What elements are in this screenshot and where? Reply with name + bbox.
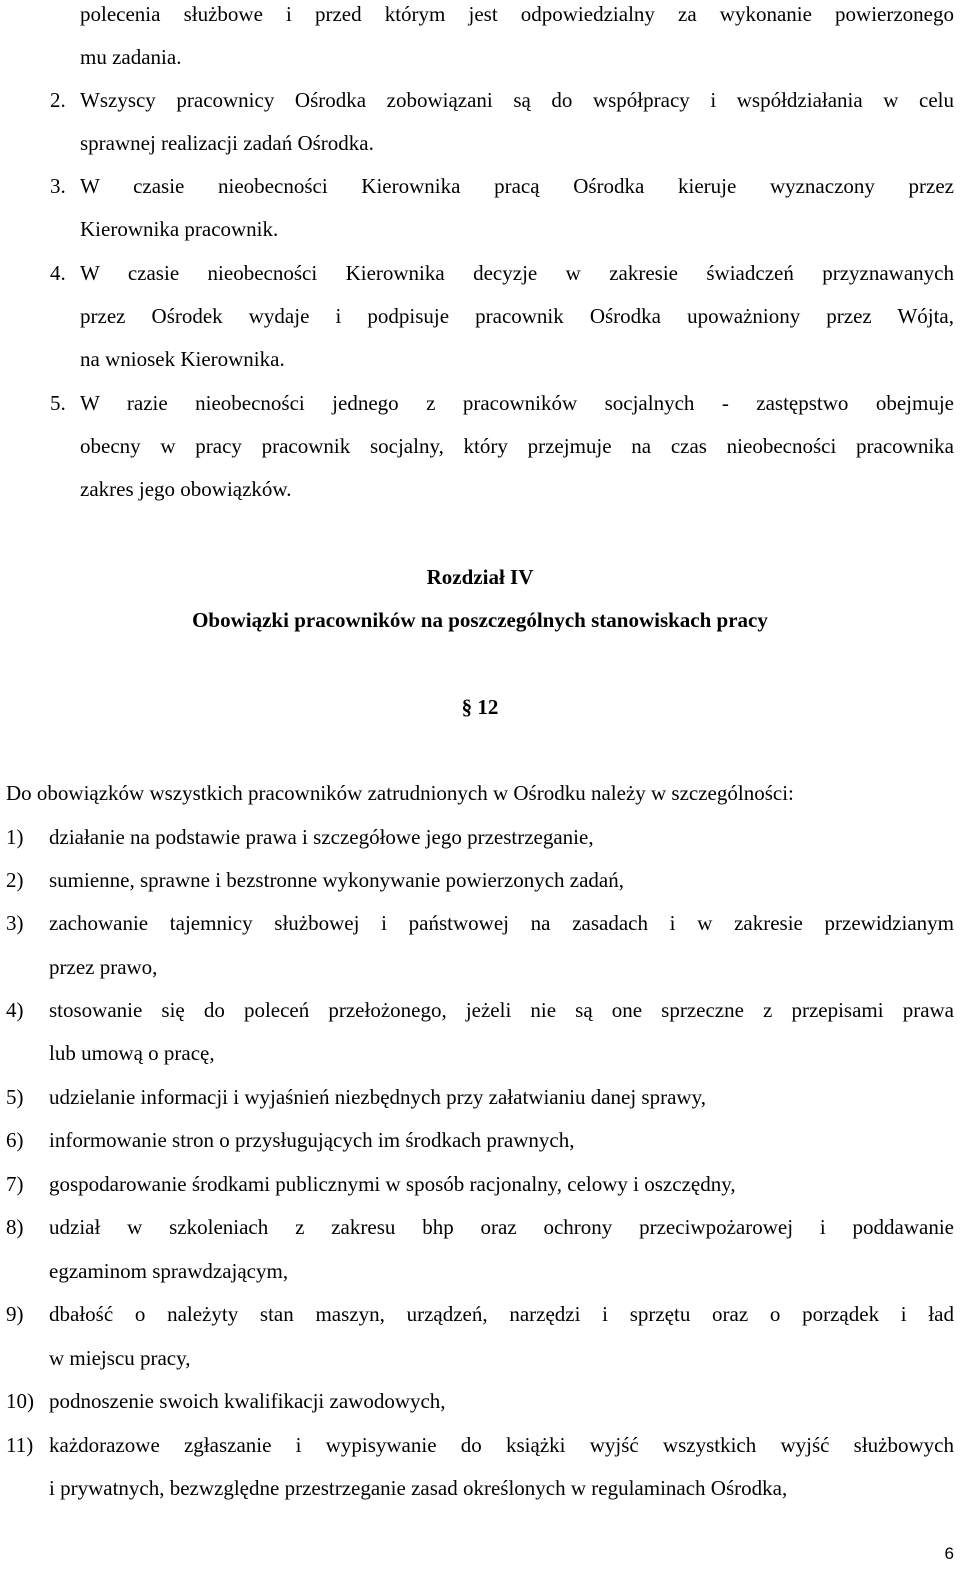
list-item-number: 3) xyxy=(6,911,24,935)
list-item-text: udział w szkoleniach z zakresu bhp oraz ochrony przeciwpożarowej i poddawanie xyxy=(49,1215,954,1239)
point-text-line: Kierownika pracownik. xyxy=(80,217,279,241)
point-text-line: obecny w pracy pracownik socjalny, który przejmuje na czas nieobecności pracownika xyxy=(80,434,954,458)
list-item-text: gospodarowanie środkami publicznymi w sposób racjonalny, celowy i oszczędny, xyxy=(49,1172,736,1196)
point-text-line: Wszyscy pracownicy Ośrodka zobowiązani są do współpracy i współdziałania w celu xyxy=(80,88,954,112)
point-number: 2. xyxy=(50,88,66,112)
list-item-text: lub umową o pracę, xyxy=(49,1041,215,1065)
list-item-text: i prywatnych, bezwzględne przestrzeganie zasad określonych w regulaminach Ośrodka, xyxy=(49,1476,788,1500)
point-number: 5. xyxy=(50,391,66,415)
paragraph-intro: Do obowiązków wszystkich pracowników zatrudnionych w Ośrodku należy w szczególności: xyxy=(6,781,794,805)
list-item-number: 5) xyxy=(6,1085,24,1109)
list-item-number: 8) xyxy=(6,1215,24,1239)
point-text-line: W czasie nieobecności Kierownika decyzje w zakresie świadczeń przyznawanych xyxy=(80,261,954,285)
point-text-line: zakres jego obowiązków. xyxy=(80,477,292,501)
point-number: 4. xyxy=(50,261,66,285)
page-number: 6 xyxy=(944,1544,954,1563)
chapter-subtitle: Obowiązki pracowników na poszczególnych stanowiskach pracy xyxy=(192,608,768,632)
list-item-text: dbałość o należyty stan maszyn, urządzeń, narzędzi i sprzętu oraz o porządek i ład xyxy=(49,1302,954,1326)
list-item-text: każdorazowe zgłaszanie i wypisywanie do książki wyjść wszystkich wyjść służbowych xyxy=(49,1433,954,1457)
list-item-number: 4) xyxy=(6,998,24,1022)
point-text-line: W czasie nieobecności Kierownika pracą Ośrodka kieruje wyznaczony przez xyxy=(80,174,954,198)
list-item-number: 6) xyxy=(6,1128,24,1152)
list-item-text: działanie na podstawie prawa i szczegółowe jego przestrzeganie, xyxy=(49,825,594,849)
list-item-text: stosowanie się do poleceń przełożonego, jeżeli nie są one sprzeczne z przepisami prawa xyxy=(49,998,954,1022)
point-text-line: na wniosek Kierownika. xyxy=(80,347,285,371)
paragraph-sign: § 12 xyxy=(461,695,499,719)
list-item-number: 11) xyxy=(6,1433,34,1457)
list-item-number: 2) xyxy=(6,868,24,892)
list-item-text: informowanie stron o przysługujących im środkach prawnych, xyxy=(49,1128,575,1152)
list-item-number: 9) xyxy=(6,1302,24,1326)
list-item-number: 7) xyxy=(6,1172,24,1196)
list-item-text: w miejscu pracy, xyxy=(49,1346,191,1370)
point-text-line: przez Ośrodek wydaje i podpisuje pracownik Ośrodka upoważniony przez Wójta, xyxy=(80,304,954,328)
list-item-text: egzaminom sprawdzającym, xyxy=(49,1259,289,1283)
continuation-line-1: polecenia służbowe i przed którym jest odpowiedzialny za wykonanie powierzonego xyxy=(80,2,954,26)
list-item-number: 10) xyxy=(6,1389,34,1413)
point-text-line: sprawnej realizacji zadań Ośrodka. xyxy=(80,131,374,155)
list-item-number: 1) xyxy=(6,825,24,849)
list-item-text: udzielanie informacji i wyjaśnień niezbędnych przy załatwianiu danej sprawy, xyxy=(49,1085,706,1109)
list-item-text: przez prawo, xyxy=(49,955,158,979)
point-text-line: W razie nieobecności jednego z pracowników socjalnych - zastępstwo obejmuje xyxy=(80,391,954,415)
point-number: 3. xyxy=(50,174,66,198)
list-item-text: zachowanie tajemnicy służbowej i państwowej na zasadach i w zakresie przewidzianym xyxy=(49,911,954,935)
list-item-text: podnoszenie swoich kwalifikacji zawodowych, xyxy=(49,1389,446,1413)
continuation-line-2: mu zadania. xyxy=(80,45,182,69)
chapter-title: Rozdział IV xyxy=(426,565,534,589)
list-item-text: sumienne, sprawne i bezstronne wykonywanie powierzonych zadań, xyxy=(49,868,624,892)
